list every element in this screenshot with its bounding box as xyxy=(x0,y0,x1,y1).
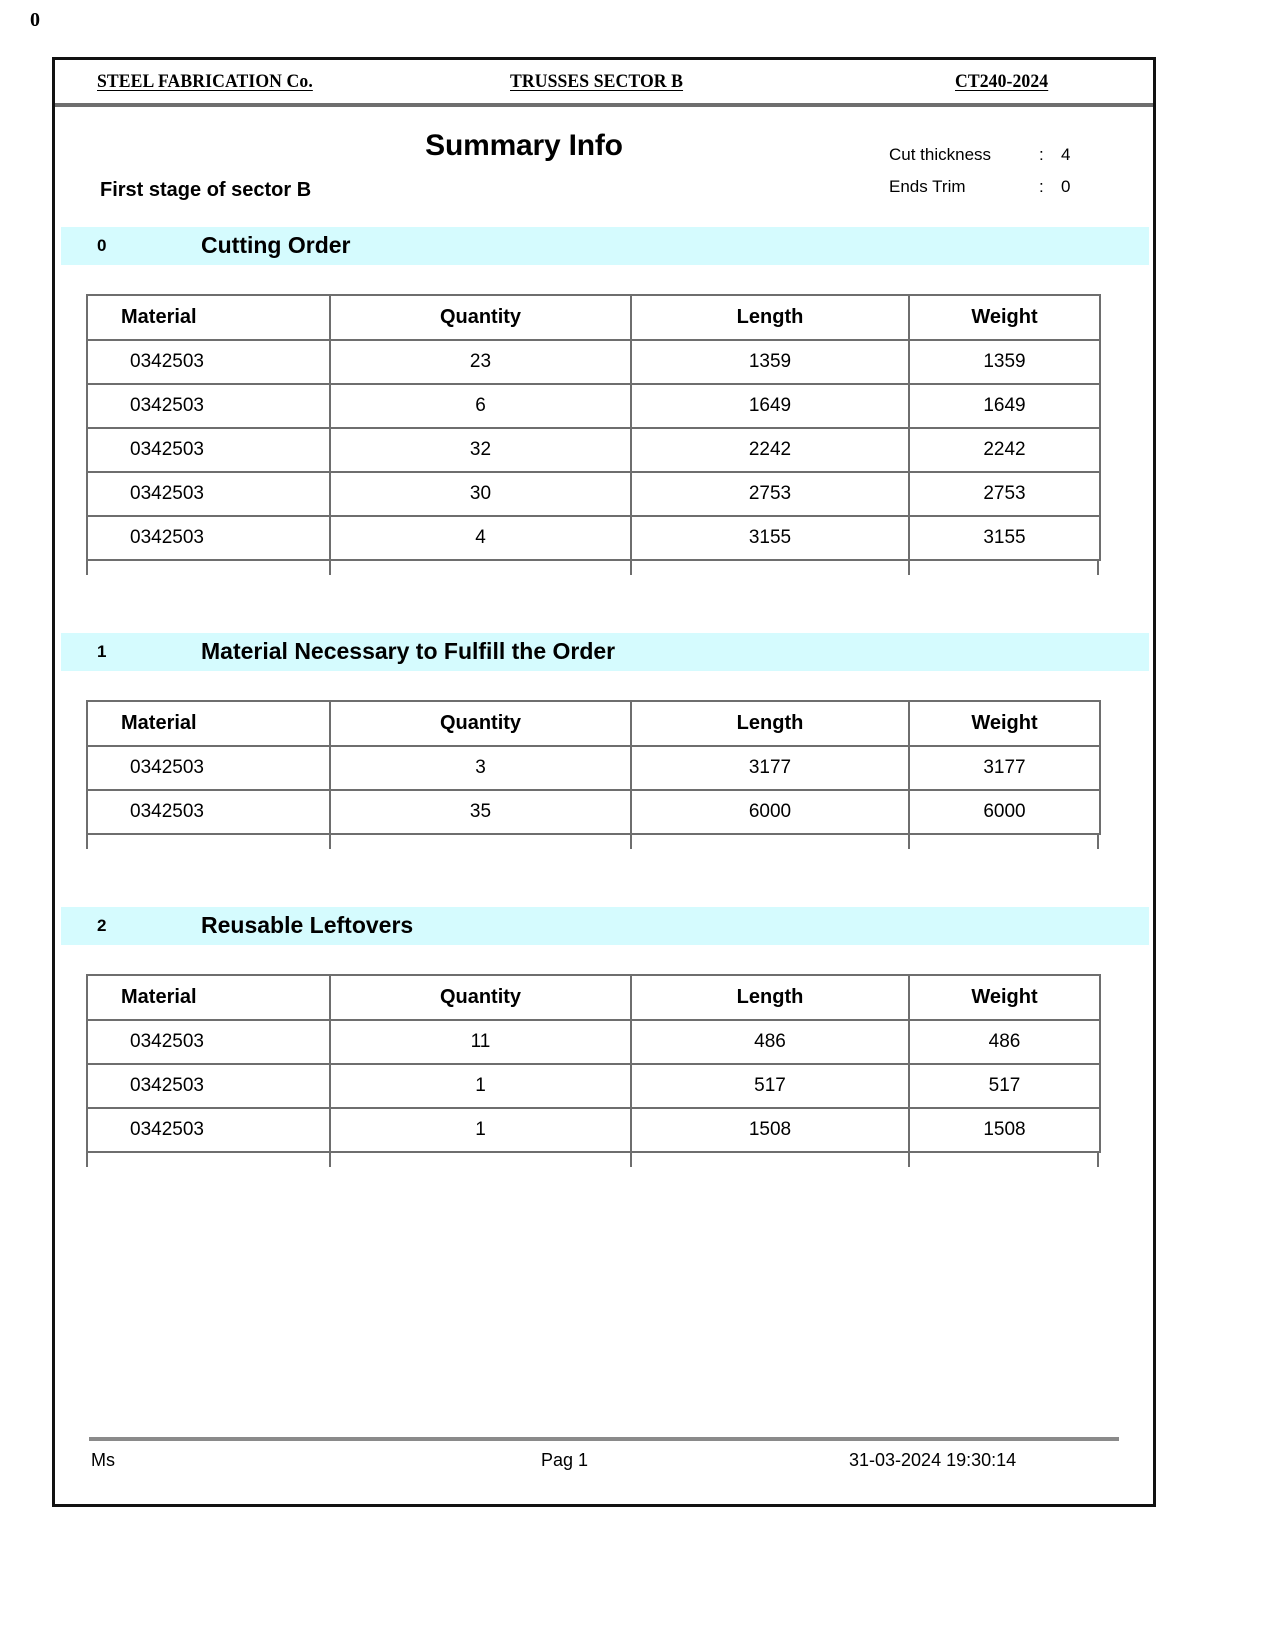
report-page xyxy=(52,57,1156,1507)
cell-length: 486 xyxy=(631,1020,909,1064)
footer-user: Ms xyxy=(91,1450,115,1470)
table-rule-stub xyxy=(1097,1153,1099,1167)
table-header-row xyxy=(87,295,1100,340)
cell-material: 0342503 xyxy=(87,790,330,834)
table-rule-stub xyxy=(86,835,88,849)
cell-quantity: 32 xyxy=(330,428,631,472)
column-header-quantity: Quantity xyxy=(330,295,631,340)
column-header-material: Material xyxy=(87,975,330,1020)
table-rule-stub xyxy=(630,835,632,849)
header-document-code: CT240-2024 xyxy=(955,71,1049,92)
footer-row xyxy=(89,1450,1119,1476)
cell-weight: 1359 xyxy=(909,340,1100,384)
table-rule-stub xyxy=(1097,561,1099,575)
column-header-length: Length xyxy=(631,701,909,746)
table-header-row xyxy=(87,975,1100,1020)
table-row xyxy=(87,384,1100,428)
table-rule-stub xyxy=(329,1153,331,1167)
parameter-value: 4 xyxy=(1061,145,1071,164)
cell-length: 1649 xyxy=(631,384,909,428)
section-band-reusable-leftovers xyxy=(61,907,1149,945)
section-spacer xyxy=(55,835,1153,907)
section-title: Reusable Leftovers xyxy=(201,912,414,938)
footer-divider xyxy=(89,1437,1119,1441)
section-spacer xyxy=(55,561,1153,633)
cell-material: 0342503 xyxy=(87,1064,330,1108)
cell-quantity: 1 xyxy=(330,1108,631,1152)
parameter-label: Cut thickness xyxy=(889,145,992,164)
header-project-name: TRUSSES SECTOR B xyxy=(510,71,684,92)
table-row xyxy=(87,472,1100,516)
cell-weight: 486 xyxy=(909,1020,1100,1064)
section-title: Cutting Order xyxy=(201,232,351,258)
header-company-name: STEEL FABRICATION Co. xyxy=(97,71,313,92)
column-header-weight: Weight xyxy=(909,975,1100,1020)
cell-weight: 2242 xyxy=(909,428,1100,472)
cell-length: 1359 xyxy=(631,340,909,384)
section-band-material-necessary xyxy=(61,633,1149,671)
parameter-separator: : xyxy=(1039,145,1044,164)
parameter-label: Ends Trim xyxy=(889,177,966,196)
table-row xyxy=(87,428,1100,472)
table-row xyxy=(87,790,1100,834)
column-header-length: Length xyxy=(631,295,909,340)
cell-weight: 3177 xyxy=(909,746,1100,790)
table-rule-stub xyxy=(908,835,910,849)
table-wrap-reusable-leftovers xyxy=(86,974,1099,1153)
cell-length: 2242 xyxy=(631,428,909,472)
cell-quantity: 6 xyxy=(330,384,631,428)
table-row xyxy=(87,1108,1100,1152)
cell-quantity: 3 xyxy=(330,746,631,790)
page-subtitle: First stage of sector B xyxy=(100,179,312,201)
column-header-weight: Weight xyxy=(909,295,1100,340)
column-header-quantity: Quantity xyxy=(330,701,631,746)
cell-weight: 2753 xyxy=(909,472,1100,516)
page-corner-marker: 0 xyxy=(30,9,40,31)
table-row xyxy=(87,340,1100,384)
table-rule-stub xyxy=(908,561,910,575)
title-block xyxy=(55,107,1153,227)
cell-material: 0342503 xyxy=(87,428,330,472)
cell-weight: 1649 xyxy=(909,384,1100,428)
document-header xyxy=(55,60,1153,107)
cell-length: 2753 xyxy=(631,472,909,516)
cell-material: 0342503 xyxy=(87,746,330,790)
column-header-length: Length xyxy=(631,975,909,1020)
column-header-material: Material xyxy=(87,701,330,746)
column-header-weight: Weight xyxy=(909,701,1100,746)
table-reusable-leftovers xyxy=(86,974,1101,1153)
table-rule-stub xyxy=(630,561,632,575)
cell-length: 3155 xyxy=(631,516,909,560)
page-title: Summary Info xyxy=(425,129,623,162)
cell-weight: 517 xyxy=(909,1064,1100,1108)
parameter-separator: : xyxy=(1039,177,1044,196)
parameters-panel xyxy=(889,145,1139,209)
section-title: Material Necessary to Fulfill the Order xyxy=(201,638,616,664)
table-row xyxy=(87,1064,1100,1108)
table-row xyxy=(87,1020,1100,1064)
cell-quantity: 11 xyxy=(330,1020,631,1064)
cell-material: 0342503 xyxy=(87,1020,330,1064)
cell-material: 0342503 xyxy=(87,384,330,428)
cell-material: 0342503 xyxy=(87,1108,330,1152)
section-band-cutting-order xyxy=(61,227,1149,265)
table-wrap-cutting-order xyxy=(86,294,1099,561)
cell-weight: 6000 xyxy=(909,790,1100,834)
table-rule-stub xyxy=(329,561,331,575)
section-index: 0 xyxy=(97,236,107,255)
parameter-value: 0 xyxy=(1061,177,1071,196)
table-rule-stub xyxy=(86,561,88,575)
cell-quantity: 1 xyxy=(330,1064,631,1108)
cell-material: 0342503 xyxy=(87,516,330,560)
cell-length: 3177 xyxy=(631,746,909,790)
cell-weight: 1508 xyxy=(909,1108,1100,1152)
table-rule-stub xyxy=(630,1153,632,1167)
table-wrap-material-necessary xyxy=(86,700,1099,835)
parameter-row-cut-thickness xyxy=(889,145,1139,165)
table-row xyxy=(87,746,1100,790)
footer-page-number: Pag 1 xyxy=(541,1450,589,1470)
table-rule-stub xyxy=(86,1153,88,1167)
cell-length: 1508 xyxy=(631,1108,909,1152)
cell-quantity: 23 xyxy=(330,340,631,384)
cell-material: 0342503 xyxy=(87,340,330,384)
table-cutting-order xyxy=(86,294,1101,561)
cell-quantity: 30 xyxy=(330,472,631,516)
table-rule-stub xyxy=(329,835,331,849)
table-header-row xyxy=(87,701,1100,746)
cell-quantity: 4 xyxy=(330,516,631,560)
cell-weight: 3155 xyxy=(909,516,1100,560)
document-footer xyxy=(89,1437,1119,1476)
table-rule-stub xyxy=(1097,835,1099,849)
table-material-necessary xyxy=(86,700,1101,835)
column-header-material: Material xyxy=(87,295,330,340)
table-rule-stub xyxy=(908,1153,910,1167)
footer-timestamp: 31-03-2024 19:30:14 xyxy=(849,1450,1017,1470)
section-index: 2 xyxy=(97,916,107,935)
cell-quantity: 35 xyxy=(330,790,631,834)
section-index: 1 xyxy=(97,642,107,661)
cell-material: 0342503 xyxy=(87,472,330,516)
column-header-quantity: Quantity xyxy=(330,975,631,1020)
cell-length: 517 xyxy=(631,1064,909,1108)
parameter-row-ends-trim xyxy=(889,177,1139,197)
cell-length: 6000 xyxy=(631,790,909,834)
table-row xyxy=(87,516,1100,560)
